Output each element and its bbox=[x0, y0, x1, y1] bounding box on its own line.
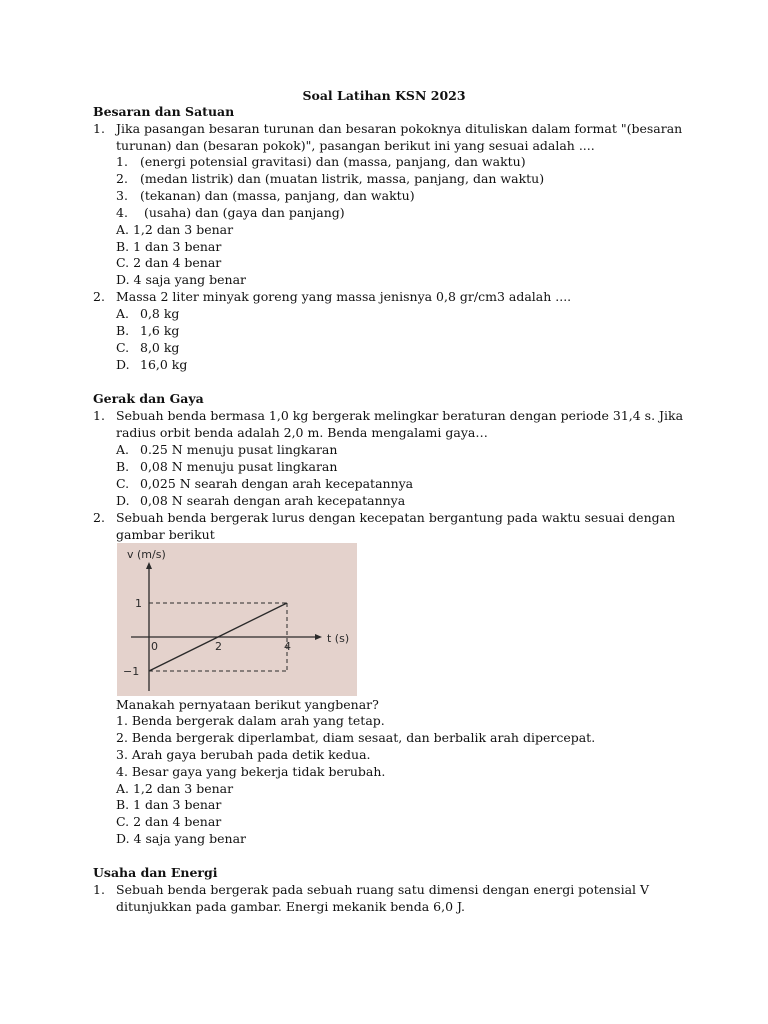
statement-text: 1. Benda bergerak dalam arah yang tetap. bbox=[116, 713, 385, 728]
section-heading-besaran: Besaran dan Satuan bbox=[93, 104, 235, 119]
statement-text: (energi potensial gravitasi) dan (massa, panjang, dan waktu) bbox=[140, 154, 526, 169]
question-number: 2. bbox=[93, 510, 105, 525]
y-tick-label-1: 1 bbox=[135, 597, 142, 610]
x-tick-label-0: 0 bbox=[151, 640, 158, 653]
option-text: 0,025 N searah dengan arah kecepatannya bbox=[140, 476, 414, 491]
answer-option: D. 4 saja yang benar bbox=[116, 831, 247, 846]
option-text: 8,0 kg bbox=[140, 340, 180, 355]
velocity-time-chart-svg bbox=[117, 543, 357, 696]
option-letter: B. bbox=[116, 323, 130, 338]
answer-option: A. 1,2 dan 3 benar bbox=[116, 222, 234, 237]
option-text: 0.25 N menuju pusat lingkaran bbox=[140, 442, 338, 457]
velocity-time-graph bbox=[117, 543, 357, 696]
option-letter: B. bbox=[116, 459, 130, 474]
statement-number: 2. bbox=[116, 171, 128, 186]
option-text: 0,8 kg bbox=[140, 306, 180, 321]
question-text: Massa 2 liter minyak goreng yang massa jenisnya 0,8 gr/cm3 adalah .... bbox=[116, 289, 572, 304]
question-number: 2. bbox=[93, 289, 105, 304]
statement-text: 2. Benda bergerak diperlambat, diam sesaat, dan berbalik arah dipercepat. bbox=[116, 730, 596, 745]
x-axis-arrow bbox=[315, 634, 322, 640]
question-text: Sebuah benda bergerak lurus dengan kecepatan bergantung pada waktu sesuai dengan bbox=[116, 510, 676, 525]
statement-text: (medan listrik) dan (muatan listrik, massa, panjang, dan waktu) bbox=[140, 171, 545, 186]
question-number: 1. bbox=[93, 882, 105, 897]
statement-text: (tekanan) dan (massa, panjang, dan waktu) bbox=[140, 188, 415, 203]
answer-option: A. 1,2 dan 3 benar bbox=[116, 781, 234, 796]
question-text: Jika pasangan besaran turunan dan besaran pokoknya dituliskan dalam format "(besaran bbox=[116, 121, 683, 136]
y-tick-label-minus-1: −1 bbox=[123, 665, 140, 678]
answer-option: D. 4 saja yang benar bbox=[116, 272, 247, 287]
x-tick-label-2: 2 bbox=[215, 640, 222, 653]
section-heading-gerak: Gerak dan Gaya bbox=[93, 391, 204, 406]
answer-option: C. 2 dan 4 benar bbox=[116, 255, 222, 270]
question-text: radius orbit benda adalah 2,0 m. Benda mengalami gaya… bbox=[116, 425, 488, 440]
option-text: 0,08 N menuju pusat lingkaran bbox=[140, 459, 338, 474]
statement-text: 3. Arah gaya berubah pada detik kedua. bbox=[116, 747, 371, 762]
option-letter: C. bbox=[116, 476, 130, 491]
answer-option: B. 1 dan 3 benar bbox=[116, 797, 222, 812]
section-heading-usaha: Usaha dan Energi bbox=[93, 865, 218, 880]
option-text: 16,0 kg bbox=[140, 357, 188, 372]
option-letter: C. bbox=[116, 340, 130, 355]
statement-number: 3. bbox=[116, 188, 128, 203]
option-letter: D. bbox=[116, 493, 130, 508]
statement-text: (usaha) dan (gaya dan panjang) bbox=[140, 205, 345, 220]
question-text: Sebuah benda bermasa 1,0 kg bergerak melingkar beraturan dengan periode 31,4 s. Jika bbox=[116, 408, 684, 423]
question-text: turunan) dan (besaran pokok)", pasangan berikut ini yang sesuai adalah .... bbox=[116, 138, 595, 153]
option-letter: D. bbox=[116, 357, 130, 372]
y-axis-arrow bbox=[146, 562, 152, 569]
x-axis-label: t (s) bbox=[327, 632, 350, 645]
y-axis-label: v (m/s) bbox=[127, 548, 166, 561]
question-number: 1. bbox=[93, 408, 105, 423]
statement-number: 4. bbox=[116, 205, 128, 220]
option-text: 1,6 kg bbox=[140, 323, 180, 338]
answer-option: C. 2 dan 4 benar bbox=[116, 814, 222, 829]
option-letter: A. bbox=[116, 442, 130, 457]
x-tick-label-4: 4 bbox=[284, 640, 291, 653]
option-text: 0,08 N searah dengan arah kecepatannya bbox=[140, 493, 406, 508]
statement-text: 4. Besar gaya yang bekerja tidak berubah. bbox=[116, 764, 386, 779]
question-prompt: Manakah pernyataan berikut yangbenar? bbox=[116, 697, 379, 712]
page-title: Soal Latihan KSN 2023 bbox=[302, 88, 466, 103]
option-letter: A. bbox=[116, 306, 130, 321]
statement-number: 1. bbox=[116, 154, 128, 169]
answer-option: B. 1 dan 3 benar bbox=[116, 239, 222, 254]
question-text: ditunjukkan pada gambar. Energi mekanik benda 6,0 J. bbox=[116, 899, 466, 914]
question-text: gambar berikut bbox=[116, 527, 215, 542]
question-text: Sebuah benda bergerak pada sebuah ruang satu dimensi dengan energi potensial V bbox=[116, 882, 650, 897]
question-number: 1. bbox=[93, 121, 105, 136]
